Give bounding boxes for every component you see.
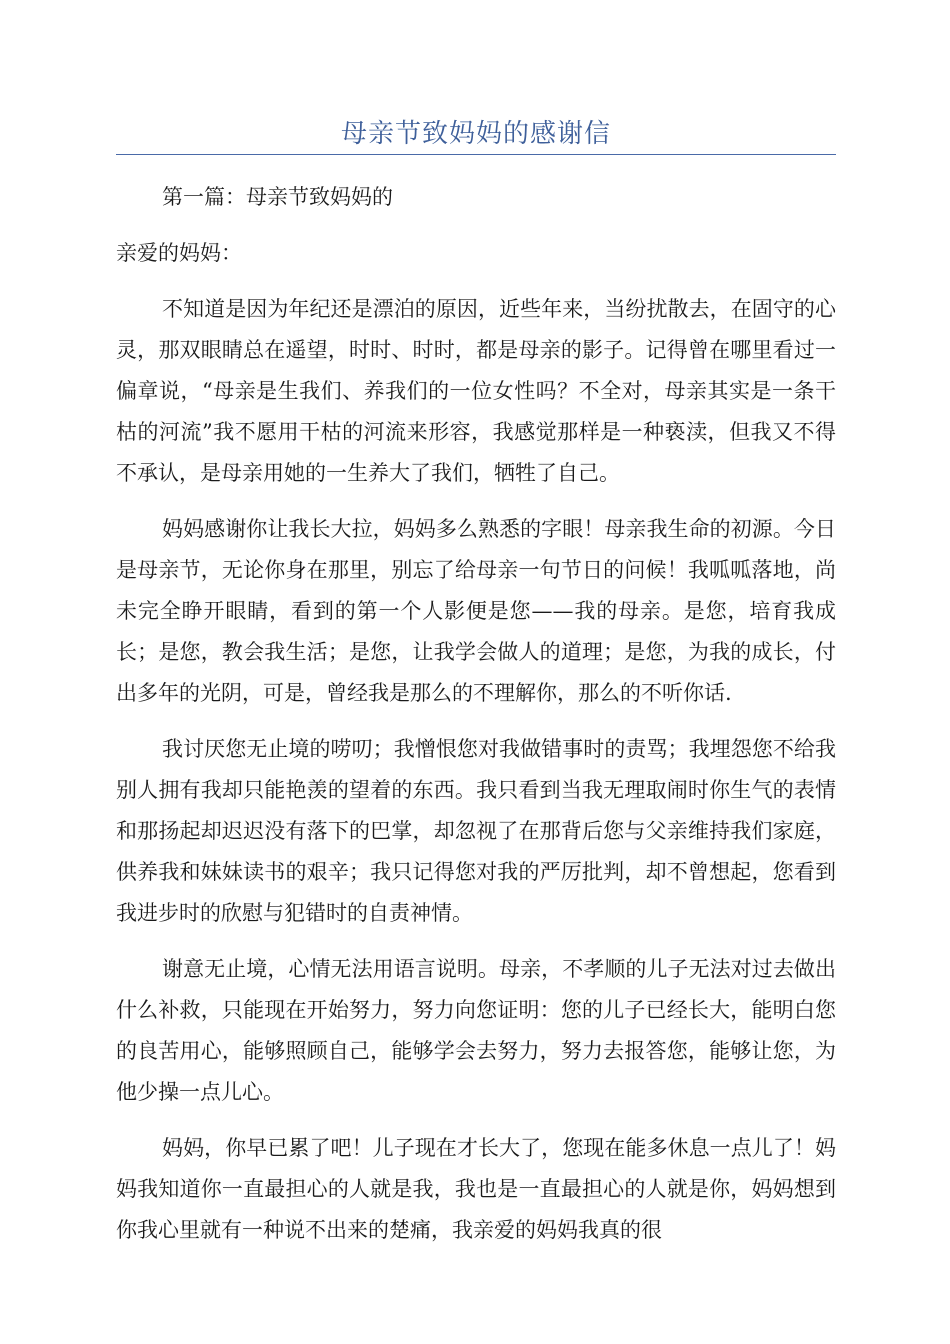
paragraph-salutation: 亲爱的妈妈： [116, 241, 242, 265]
paragraph-section-heading: 第一篇：母亲节致妈妈的 [162, 185, 393, 209]
document-body [116, 177, 836, 1251]
paragraph: 不知道是因为年纪还是漂泊的原因，近些年来，当纷扰散去，在固守的心灵，那双眼睛总在遥望，时时、时时，都是母亲的影子。记得曾在哪里看过一偏章说，“母亲是生我们、养我们的一位女性吗？不全对，母亲其实是一条干枯的河流”我不愿用干枯的河流来形容，我感觉那样是一种亵渎，但我又不得不承认，是母亲用她的一生养大了我们，牺牲了自己。 [116, 297, 836, 485]
document-title: 母亲节致妈妈的感谢信 [340, 119, 611, 149]
paragraph: 我讨厌您无止境的唠叨；我憎恨您对我做错事时的责骂；我埋怨您不给我别人拥有我却只能艳羡的望着的东西。我只看到当我无理取闹时你生气的表情和那扬起却迟迟没有落下的巴掌，却忽视了在那背后您与父亲维持我们家庭，供养我和妹妹读书的艰辛；我只记得您对我的严厉批判，却不曾想起，您看到我进步时的欣慰与犯错时的自责神情。 [116, 737, 836, 925]
paragraph: 妈妈，你早已累了吧！儿子现在才长大了，您现在能多休息一点儿了！妈妈我知道你一直最担心的人就是我，我也是一直最担心的人就是你，妈妈想到你我心里就有一种说不出来的楚痛，我亲爱的妈妈我真的很 [116, 1136, 836, 1242]
paragraph: 妈妈感谢你让我长大拉，妈妈多么熟悉的字眼！母亲我生命的初源。今日是母亲节，无论你身在那里，别忘了给母亲一句节日的问候！我呱呱落地，尚未完全睁开眼睛，看到的第一个人影便是您——我的母亲。是您，培育我成长；是您，教会我生活；是您，让我学会做人的道理；是您，为我的成长，付出多年的光阴，可是，曾经我是那么的不理解你，那么的不听你话. [116, 517, 836, 705]
title-underline [116, 154, 836, 155]
document-page [116, 0, 836, 1266]
paragraph: 谢意无止境，心情无法用语言说明。母亲，不孝顺的儿子无法对过去做出什么补救，只能现在开始努力，努力向您证明：您的儿子已经长大，能明白您的良苦用心，能够照顾自己，能够学会去努力，努力去报答您，能够让您，为他少操一点儿心。 [116, 957, 836, 1104]
